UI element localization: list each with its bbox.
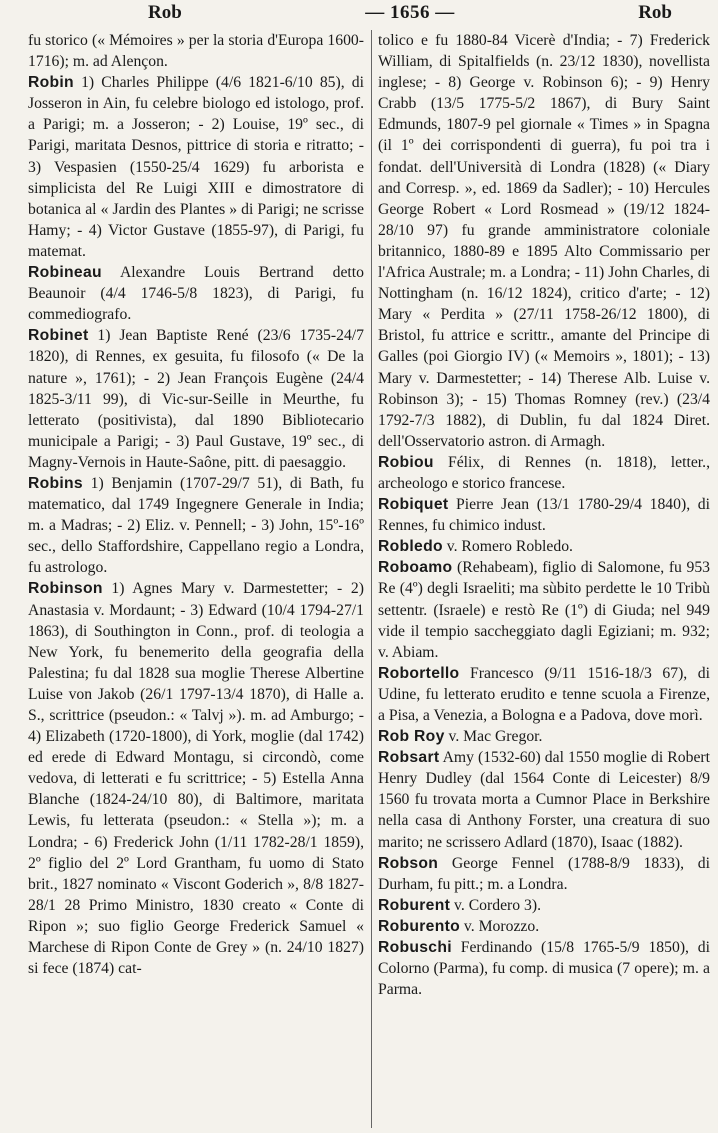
entry [28, 262, 364, 325]
entry [28, 30, 364, 72]
entry-headword: Robiquet [378, 496, 449, 514]
entry-text: tolico e fu 1880-84 Vicerè d'India; - 7) Frederick William, di Spitalfields (n. 23/12 1830), novellista inglese; - 8) George v. Robinson 6); - 9) Henry Crabb (13/5 1775-5/2 1867), di Bury Saint Edmunds, 1807-9 pel giornale « Times » in Spagna (il 1º dei corrispondenti di guerra), fu poi tra i fondat. dell'Università di Londra (1828) (« Diary and Corresp. », ed. 1869 da Sadler); - 10) Hercules George Robert « Lord Rosmead » (19/12 1824-28/10 97) fu grande amministratore coloniale britannico, 1880-89 e 1895 Alto Commissario per l'Africa Australe; m. a Londra; - 11) John Charles, di Nottingham (n. 16/12 1824), critico d'arte; - 12) Mary « Perdita » (27/11 1758-26/12 1800), di Bristol, fu attrice e scrittr., amante del Principe di Galles (poi Giorgio IV) (« Memoirs », 1801); - 13) Mary v. Darmestetter; - 14) Therese Alb. Luise v. Robinson 3); - 15) Thomas Romney (rev.) (23/4 1792-7/3 1882), di Dublin, fu dal 1824 Diret. dell'Osservatorio astron. di Armagh. [378, 32, 710, 450]
left-column [12, 30, 364, 1128]
header-right-catchword: Rob [638, 2, 672, 23]
entry [378, 536, 710, 557]
entry [378, 853, 710, 895]
entry-headword: Robins [28, 474, 83, 492]
entry-text: v. Morozzo. [463, 917, 540, 935]
entry-headword: Rob Roy [378, 728, 445, 746]
entry-text: Francesco (9/11 1516-18/3 67), di Udine, fu letterato erudito e tenne scuola a Firenze, a Pisa, a Venezia, a Bologna e a Padova, dove morì. [378, 664, 710, 724]
entry-text: v. Cordero 3). [454, 896, 542, 914]
entry-text: Alexandre Louis Bertrand detto Beaunoir (4/4 1746-5/8 1823), di Parigi, fu commediografo. [28, 264, 364, 324]
entry-headword: Roboamo [378, 559, 453, 577]
entry [378, 726, 710, 747]
entry [378, 937, 710, 1000]
entry-headword: Robson [378, 854, 439, 872]
entry-headword: Robinet [28, 327, 89, 345]
entry [378, 557, 710, 662]
entry-text: 1) Agnes Mary v. Darmestetter; - 2) Anastasia v. Mordaunt; - 3) Edward (10/4 1794-27/1 1863), di Southington in Conn., prof. di teologia a New York, fu benemerito della geografia della Palestina; fu dal 1828 sua moglie Therese Albertine Luise von Jakob (26/1 1797-13/4 1870), di Halle a. S., scrittrice (pseudon.: « Talvj »). m. ad Amburgo; - 4) Elizabeth (1720-1800), di York, moglie (dal 1742) ed erede di Edward Montagu, si circondò, come vedova, di letterati e fu scrittrice; - 5) Estella Anna Blanche (1824-24/10 80), di Baltimore, maritata Lewis, fu letterata (pseudon.: « Stella »); m. a Londra; - 6) Frederick John (1/11 1782-28/1 1859), 2º figlio del 2º Lord Grantham, fu uomo di Stato brit., 1827 nominato « Viscont Goderich », 8/8 1827-28/1 28 Primo Ministro, 1830 creato « Conte di Ripon »; suo figlio George Frederick Samuel « Marchese di Ripon Conte de Grey » (n. 24/10 1827) si fece (1874) cat- [28, 580, 364, 978]
entry [378, 747, 710, 852]
entry-headword: Robiou [378, 453, 434, 471]
entry-text: George Fennel (1788-8/9 1833), di Durham, fu pitt.; m. a Londra. [378, 854, 710, 893]
entry [28, 578, 364, 979]
header-left-catchword: Rob [148, 2, 182, 23]
right-column [378, 30, 710, 1128]
entry [28, 473, 364, 578]
entry-headword: Robinson [28, 580, 103, 598]
entry-text: 1) Benjamin (1707-29/7 51), di Bath, fu matematico, dal 1749 Ingegnere Generale in India; m. a Madras; - 2) Eliz. v. Pennell; - 3) John, 15º-16º sec., dello Staffordshire, Cappellano regio a Londra, fu astrologo. [28, 474, 364, 577]
entry-text: Félix, di Rennes (n. 1818), letter., archeologo e storico francese. [378, 453, 710, 492]
columns [12, 30, 710, 1128]
entry-headword: Robledo [378, 538, 443, 556]
entry [28, 72, 364, 262]
entry [378, 663, 710, 726]
entry-text: 1) Jean Baptiste René (23/6 1735-24/7 1820), di Rennes, ex gesuita, fu filosofo (« De la nature », 1761); - 2) Jean François Eugène (24/4 1825-3/11 99), di Vic-sur-Seille in Meurthe, fu letterato (positivista), dal 1890 Bibliotecario municipale a Parigi; - 3) Paul Gustave, 19º sec., di Magny-Vernois in Haute-Saône, pitt. di paesaggio. [28, 327, 364, 471]
entry-text: v. Mac Gregor. [448, 728, 543, 746]
entry [378, 30, 710, 452]
entry-text: v. Romero Robledo. [446, 538, 573, 556]
entry [378, 494, 710, 536]
entry-text: Pierre Jean (13/1 1780-29/4 1840), di Rennes, fu chimico indust. [378, 496, 710, 535]
entry-headword: Roburento [378, 917, 460, 935]
entry [378, 916, 710, 937]
entry-text: 1) Charles Philippe (4/6 1821-6/10 85), di Josseron in Ain, fu celebre biologo ed istologo, prof. a Parigi; m. a Josseron; - 2) Louise, 19º sec., di Parigi, maritata Desnos, pittrice di storia e ritratto; - 3) Vespasien (1550-25/4 1629) fu arborista e simplicista del Re Luigi XIII e dimostratore di botanica al « Jardin des Plantes » di Parigi; ne scrisse Hamy; - 4) Victor Gustave (1855-97), di Parigi, fu matemat. [28, 74, 364, 260]
page-number: — 1656 — [365, 2, 455, 23]
entry [378, 452, 710, 494]
entry [378, 895, 710, 916]
entry-headword: Robsart [378, 749, 440, 767]
entry-headword: Roburent [378, 896, 451, 914]
entry-text: fu storico (« Mémoires » per la storia d'Europa 1600-1716); m. ad Alençon. [28, 32, 364, 71]
entry-text: Amy (1532-60) dal 1550 moglie di Robert Henry Dudley (dal 1564 Conte di Leicester) 8/9 1560 fu trovata morta a Cumnor Place in Berkshire nella casa di Anthony Forster, una creatura di suo marito; ne scrissero Adlard (1870), Isaac (1882). [378, 749, 710, 851]
column-divider [371, 30, 372, 1128]
entry-headword: Robuschi [378, 939, 452, 957]
entry-headword: Robortello [378, 664, 460, 682]
entry-headword: Robin [28, 74, 74, 92]
entry-headword: Robineau [28, 264, 102, 282]
entry-text: Ferdinando (15/8 1765-5/9 1850), di Colorno (Parma), fu comp. di musica (7 opere); m. a Parma. [378, 939, 710, 999]
entry-text: (Rehabeam), figlio di Salomone, fu 953 Re (4º) degli Israeliti; ma sùbito perdette le 10 Tribù settentr. (Israele) e restò Re (1º) di Giuda; nel 949 vide il tempio saccheggiato dagli Egiziani; m. 932; v. Abiam. [378, 559, 710, 661]
entry [28, 325, 364, 473]
page-header [12, 2, 710, 30]
